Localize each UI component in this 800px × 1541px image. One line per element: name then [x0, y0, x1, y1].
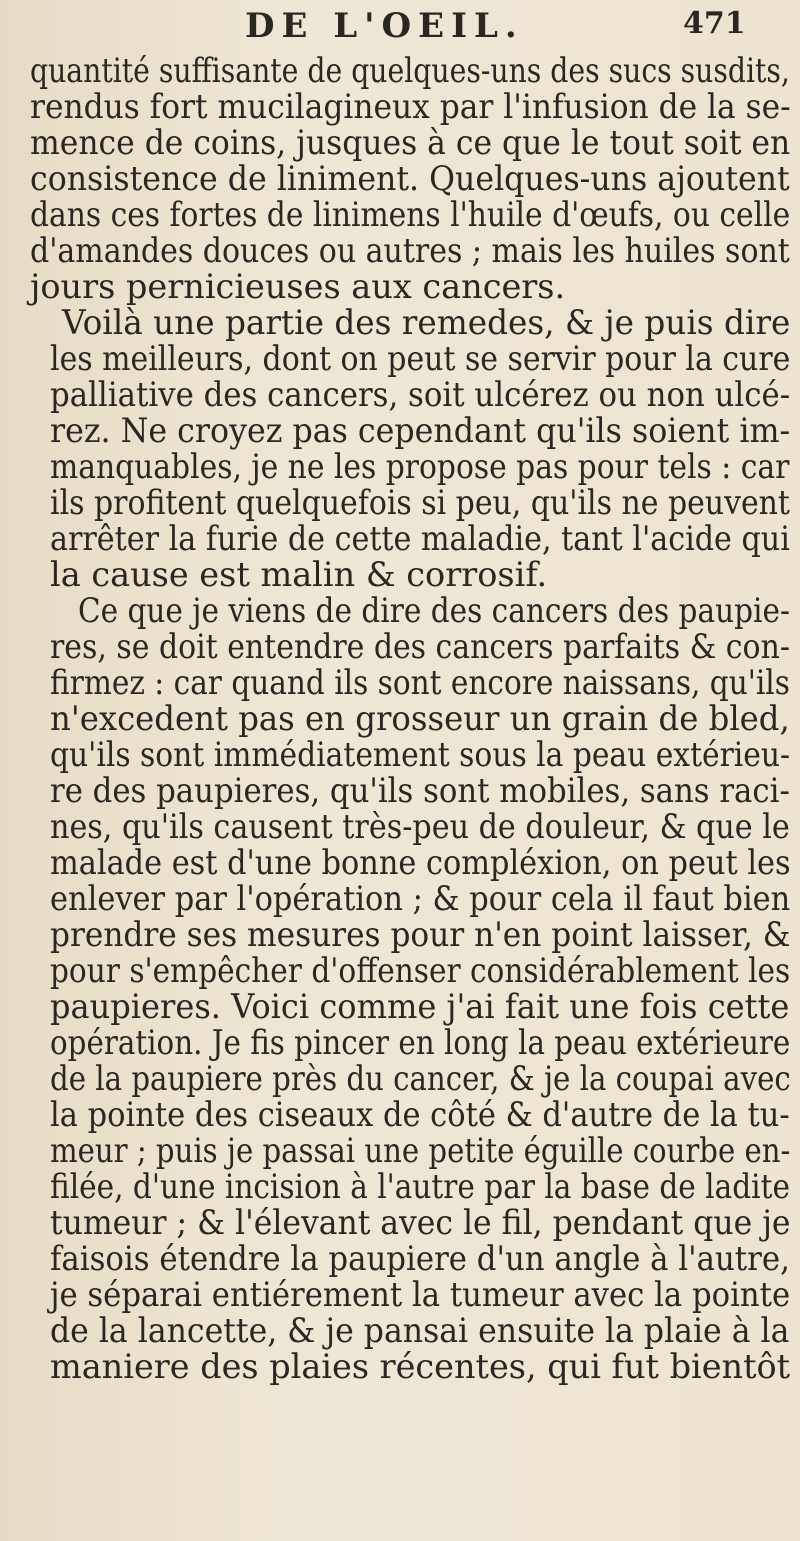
- text-line: enlever par l'opération ; & pour cela il faut bien: [50, 879, 791, 918]
- text-line: opération. Je fis pincer en long la peau extérieure: [50, 1023, 791, 1062]
- page-number: 471: [683, 6, 746, 41]
- text-line: de la paupiere près du cancer, & je la coupai avec: [50, 1059, 791, 1098]
- text-line: les meilleurs, dont on peut se servir pour la cure: [50, 339, 791, 378]
- text-line: qu'ils sont immédiatement sous la peau extérieu-: [50, 735, 791, 774]
- text-line: Voilà une partie des remedes, & je puis dire: [62, 303, 791, 342]
- text-line: paupieres. Voici comme j'ai fait une fois cette: [50, 987, 790, 1026]
- text-line: je séparai entiérement la tumeur avec la pointe: [50, 1275, 791, 1314]
- text-line: ils profitent quelquefois si peu, qu'ils ne peuvent: [50, 483, 790, 522]
- text-line: prendre ses mesures pour n'en point laisser, &: [50, 915, 791, 954]
- text-line: jours pernicieuses aux cancers.: [30, 267, 566, 306]
- text-line: d'amandes douces ou autres ; mais les huiles sont: [30, 231, 790, 270]
- text-line: firmez : car quand ils sont encore naissans, qu'ils: [50, 663, 790, 702]
- running-head: DE L'OEIL.: [245, 6, 524, 46]
- text-line: maniere des plaies récentes, qui fut bientôt: [50, 1347, 791, 1386]
- text-line: re des paupieres, qu'ils sont mobiles, sans raci-: [50, 771, 790, 810]
- text-line: quantité suffisante de quelques-uns des sucs susdits,: [30, 51, 790, 90]
- text-line: nes, qu'ils causent très-peu de douleur, & que le: [50, 807, 790, 846]
- text-line: Ce que je viens de dire des cancers des paupie-: [78, 591, 790, 630]
- text-line: dans ces fortes de linimens l'huile d'œufs, ou celle: [30, 195, 791, 234]
- text-line: faisois étendre la paupiere d'un angle à l'autre,: [50, 1239, 790, 1278]
- text-line: manquables, je ne les propose pas pour tels : car: [50, 447, 790, 486]
- text-line: de la lancette, & je pansai ensuite la plaie à la: [50, 1311, 790, 1350]
- text-line: rez. Ne croyez pas cependant qu'ils soient im-: [50, 411, 791, 450]
- text-line: meur ; puis je passai une petite éguille courbe en-: [50, 1131, 791, 1170]
- text-line: rendus fort mucilagineux par l'infusion de la se-: [30, 87, 791, 126]
- text-line: mence de coins, jusques à ce que le tout soit en: [30, 123, 791, 162]
- text-line: pour s'empêcher d'offenser considérablement les: [50, 951, 791, 990]
- text-line: la pointe des ciseaux de côté & d'autre de la tu-: [50, 1095, 790, 1134]
- text-line: arrêter la furie de cette maladie, tant l'acide qui: [50, 519, 790, 558]
- text-line: la cause est malin & corrosif.: [50, 555, 548, 594]
- page-header: [0, 2, 800, 52]
- text-line: consistence de liniment. Quelques-uns ajoutent: [30, 159, 790, 198]
- text-line: tumeur ; & l'élevant avec le fil, pendant que je: [50, 1203, 791, 1242]
- text-line: n'excedent pas en grosseur un grain de bled,: [50, 699, 790, 738]
- text-line: malade est d'une bonne compléxion, on peut les: [50, 843, 791, 882]
- text-line: filée, d'une incision à l'autre par la base de ladite: [50, 1167, 790, 1206]
- text-line: palliative des cancers, soit ulcérez ou non ulcé-: [50, 375, 791, 414]
- text-line: res, se doit entendre des cancers parfaits & con-: [50, 627, 790, 666]
